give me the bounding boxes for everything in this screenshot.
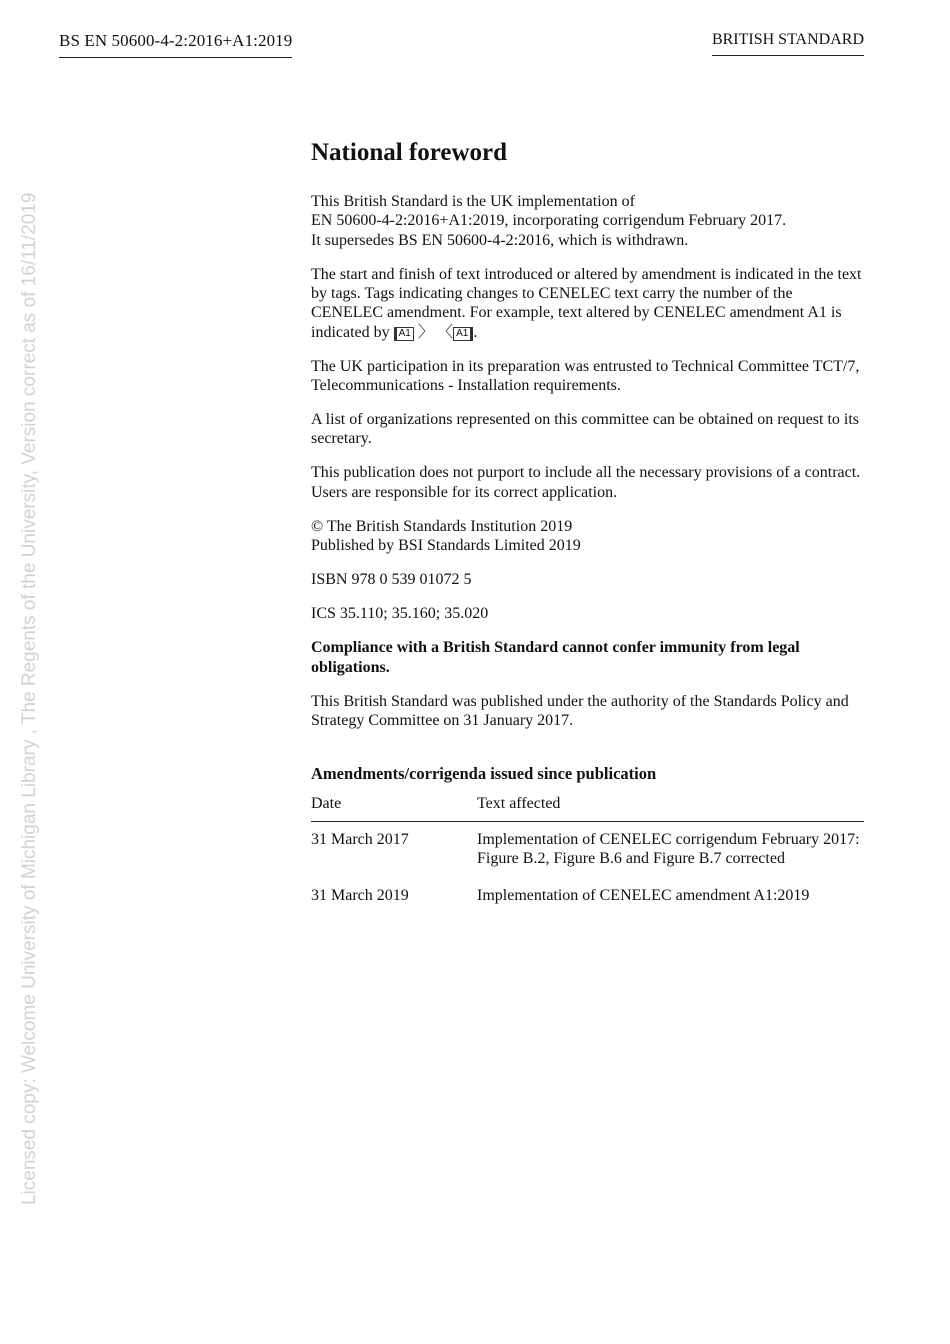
paragraph-committee: The UK participation in its preparation was entrusted to Technical Committee TCT/7, Telecommunications - Installation requirements. (311, 357, 860, 394)
table-row (311, 878, 864, 914)
amendments-table (311, 794, 864, 914)
table-header-row (311, 794, 864, 822)
paragraph-provisions: This publication does not purport to include all the necessary provisions of a contract. Users are responsible for its correct application. (311, 464, 861, 501)
table-row (311, 822, 864, 878)
amendments-heading: Amendments/corrigenda issued since publication (311, 764, 657, 784)
amendment-text: Implementation of CENELEC corrigendum February 2017: Figure B.2, Figure B.6 and Figure B.7 corrected (477, 831, 860, 868)
header-series-label: BRITISH STANDARD (712, 31, 864, 56)
column-header-date: Date (311, 794, 477, 822)
compliance-notice: Compliance with a British Standard cannot confer immunity from legal obligations. (311, 639, 800, 676)
amendment-date: 31 March 2019 (311, 886, 409, 904)
column-header-text-affected: Text affected (477, 794, 864, 822)
amendment-open-tag-icon: A1 (394, 327, 414, 341)
isbn-line: ISBN 978 0 539 01072 5 (311, 571, 472, 589)
amendment-date: 31 March 2017 (311, 831, 409, 848)
page-title: National foreword (311, 139, 508, 166)
copyright-line: © The British Standards Institution 2019 (311, 517, 573, 535)
header-document-id: BS EN 50600-4-2:2016+A1:2019 (59, 31, 292, 58)
amendment-tags-end: . (473, 323, 478, 341)
implementation-line-1: This British Standard is the UK implementation of (311, 193, 635, 210)
paragraph-organizations: A list of organizations represented on this committee can be obtained on request to its secretary. (311, 411, 860, 448)
paragraph-copyright (311, 517, 866, 556)
paragraph-implementation (311, 192, 866, 250)
license-watermark: Licensed copy: Welcome University of Michigan Library , The Regents of the University, Version correct as of 16/11/2019 (19, 192, 40, 1205)
implementation-line-2: EN 50600-4-2:2016+A1:2019, incorporating corrigendum February 2017. (311, 212, 787, 230)
implementation-line-3: It supersedes BS EN 50600-4-2:2016, which is withdrawn. (311, 231, 689, 249)
paragraph-authority: This British Standard was published under the authority of the Standards Policy and Strategy Committee on 31 January 2017. (311, 692, 849, 730)
amendment-close-tag-icon: A1 (453, 327, 473, 341)
amendment-text: Implementation of CENELEC amendment A1:2019 (477, 886, 810, 904)
amendment-tags-text: The start and finish of text introduced or altered by amendment is indicated in the text by tags. Tags indicating changes to CENELEC text carry the number of the CENELEC amendment. For example, text altered by CENELEC amendment A1 is indicated by (311, 265, 862, 341)
foreword-content (311, 138, 866, 914)
paragraph-amendment-tags: The start and finish of text introduced or altered by amendment is indicated in the text by tags. Tags indicating changes to CENELEC text carry the number of the CENELEC amendment. For example, text altered by CENELEC amendment A1 is indicated by A1 〉 〈 A1 . (311, 265, 862, 341)
published-line: Published by BSI Standards Limited 2019 (311, 537, 581, 555)
ics-line: ICS 35.110; 35.160; 35.020 (311, 605, 489, 623)
